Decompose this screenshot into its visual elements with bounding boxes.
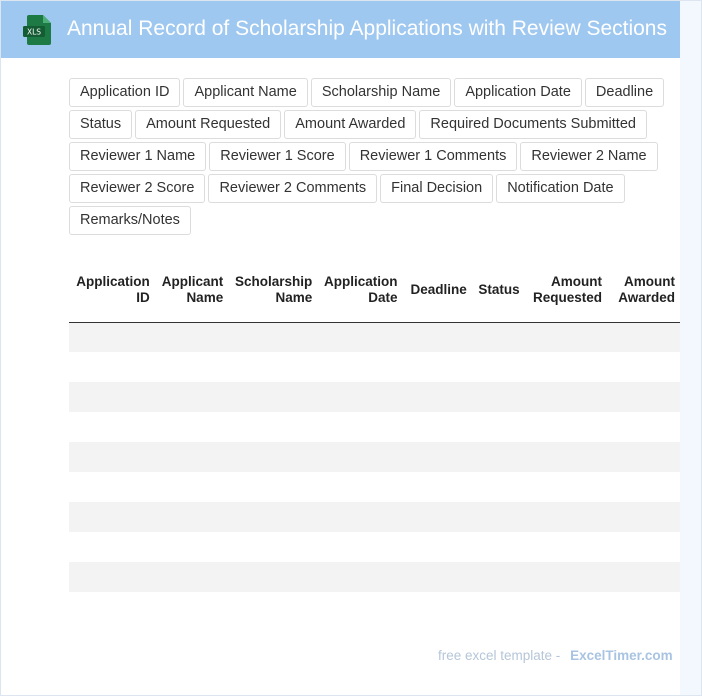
table-cell[interactable] (317, 382, 402, 412)
table-row (69, 412, 680, 442)
table-cell[interactable] (317, 472, 402, 502)
field-chip[interactable]: Amount Awarded (284, 110, 416, 139)
table-cell[interactable] (155, 412, 228, 442)
table-cell[interactable] (607, 502, 680, 532)
column-header[interactable]: Amount Awarded (607, 258, 680, 322)
table-cell[interactable] (402, 562, 471, 592)
table-cell[interactable] (228, 322, 317, 352)
table-cell[interactable] (155, 442, 228, 472)
table-cell[interactable] (525, 502, 607, 532)
table-cell[interactable] (607, 322, 680, 352)
table-cell[interactable] (69, 322, 155, 352)
field-chip[interactable]: Application Date (454, 78, 582, 107)
table-cell[interactable] (607, 562, 680, 592)
field-chip[interactable]: Remarks/Notes (69, 206, 191, 235)
table-cell[interactable] (525, 532, 607, 562)
table-cell[interactable] (402, 382, 471, 412)
table-cell[interactable] (155, 532, 228, 562)
table-cell[interactable] (228, 502, 317, 532)
xls-icon-label: XLS (26, 27, 42, 37)
table-cell[interactable] (402, 472, 471, 502)
field-chip[interactable]: Reviewer 2 Name (520, 142, 657, 171)
column-header[interactable]: Scholarship Name (228, 258, 317, 322)
table-row (69, 322, 680, 352)
table-cell[interactable] (228, 472, 317, 502)
table-cell[interactable] (525, 562, 607, 592)
field-chip[interactable]: Deadline (585, 78, 664, 107)
table-cell[interactable] (155, 562, 228, 592)
table-cell[interactable] (69, 532, 155, 562)
table-row (69, 562, 680, 592)
field-chip[interactable]: Application ID (69, 78, 180, 107)
table-cell[interactable] (607, 352, 680, 382)
table-cell[interactable] (228, 382, 317, 412)
table-row (69, 472, 680, 502)
table-header-row (69, 258, 680, 322)
field-chip[interactable]: Reviewer 2 Comments (208, 174, 377, 203)
table-cell[interactable] (317, 562, 402, 592)
table-cell[interactable] (155, 322, 228, 352)
table-cell[interactable] (402, 322, 471, 352)
table-cell[interactable] (525, 442, 607, 472)
table-row (69, 532, 680, 562)
field-chip[interactable]: Reviewer 2 Score (69, 174, 205, 203)
table-cell[interactable] (472, 472, 525, 502)
table-cell[interactable] (69, 502, 155, 532)
column-header[interactable]: Status (472, 258, 525, 322)
field-chip[interactable]: Reviewer 1 Comments (349, 142, 518, 171)
table-cell[interactable] (69, 352, 155, 382)
table-cell[interactable] (472, 562, 525, 592)
table-cell[interactable] (69, 412, 155, 442)
table-cell[interactable] (472, 352, 525, 382)
table-cell[interactable] (525, 472, 607, 502)
table-cell[interactable] (402, 352, 471, 382)
table-cell[interactable] (317, 412, 402, 442)
table-cell[interactable] (472, 442, 525, 472)
table-row (69, 382, 680, 412)
table-cell[interactable] (402, 532, 471, 562)
table-cell[interactable] (69, 442, 155, 472)
table-row (69, 352, 680, 382)
field-chip[interactable]: Amount Requested (135, 110, 281, 139)
table-cell[interactable] (69, 382, 155, 412)
footer-brand-link[interactable]: ExcelTimer.com (570, 648, 673, 663)
table-cell[interactable] (228, 352, 317, 382)
table-cell[interactable] (155, 502, 228, 532)
table-cell[interactable] (607, 412, 680, 442)
data-table (69, 258, 680, 622)
table-cell[interactable] (69, 472, 155, 502)
table-cell[interactable] (317, 502, 402, 532)
table-cell[interactable] (472, 592, 525, 622)
table-cell[interactable] (402, 502, 471, 532)
field-chip[interactable]: Reviewer 1 Name (69, 142, 206, 171)
field-chip[interactable]: Reviewer 1 Score (209, 142, 345, 171)
page-title: Annual Record of Scholarship Applications with Review Sections (67, 17, 667, 40)
column-header[interactable]: Amount Requested (525, 258, 607, 322)
table-cell[interactable] (317, 532, 402, 562)
field-chip[interactable]: Final Decision (380, 174, 493, 203)
xls-file-icon (23, 15, 51, 45)
table-cell[interactable] (607, 382, 680, 412)
field-chip[interactable]: Applicant Name (183, 78, 307, 107)
table-cell[interactable] (472, 322, 525, 352)
table-cell[interactable] (525, 592, 607, 622)
table-cell[interactable] (228, 562, 317, 592)
column-header[interactable]: Applicant Name (155, 258, 228, 322)
table-cell[interactable] (155, 382, 228, 412)
content-panel (1, 58, 680, 696)
table-row (69, 502, 680, 532)
footer-prefix: free excel template - (438, 648, 561, 663)
table-cell[interactable] (317, 352, 402, 382)
table-cell[interactable] (525, 382, 607, 412)
table-cell[interactable] (525, 352, 607, 382)
field-chip[interactable]: Status (69, 110, 132, 139)
table-cell[interactable] (525, 322, 607, 352)
field-chip[interactable]: Required Documents Submitted (419, 110, 647, 139)
table-cell[interactable] (317, 442, 402, 472)
table-cell[interactable] (472, 532, 525, 562)
table-cell[interactable] (607, 532, 680, 562)
table-cell[interactable] (607, 472, 680, 502)
table-cell[interactable] (228, 532, 317, 562)
table-row (69, 442, 680, 472)
table-cell[interactable] (402, 442, 471, 472)
table-cell[interactable] (155, 592, 228, 622)
table-cell[interactable] (228, 412, 317, 442)
table-cell[interactable] (525, 412, 607, 442)
table-cell[interactable] (472, 502, 525, 532)
column-header[interactable]: Deadline (402, 258, 471, 322)
table-cell[interactable] (228, 592, 317, 622)
field-chip[interactable]: Scholarship Name (311, 78, 451, 107)
column-header[interactable]: Application ID (69, 258, 155, 322)
table-cell[interactable] (69, 562, 155, 592)
table-cell[interactable] (402, 412, 471, 442)
table-cell[interactable] (402, 592, 471, 622)
table-cell[interactable] (155, 472, 228, 502)
table-cell[interactable] (228, 442, 317, 472)
table-cell[interactable] (317, 322, 402, 352)
table-cell[interactable] (69, 592, 155, 622)
table-cell[interactable] (607, 442, 680, 472)
header-bar (1, 1, 680, 58)
column-header[interactable]: Application Date (317, 258, 402, 322)
field-chip-list (69, 78, 680, 235)
table-cell[interactable] (607, 592, 680, 622)
table-cell[interactable] (472, 382, 525, 412)
table-row (69, 592, 680, 622)
field-chip[interactable]: Notification Date (496, 174, 624, 203)
table-body (69, 322, 680, 622)
footer-credit (438, 648, 673, 663)
data-table-wrapper[interactable] (69, 258, 680, 623)
table-cell[interactable] (155, 352, 228, 382)
table-cell[interactable] (472, 412, 525, 442)
table-cell[interactable] (317, 592, 402, 622)
